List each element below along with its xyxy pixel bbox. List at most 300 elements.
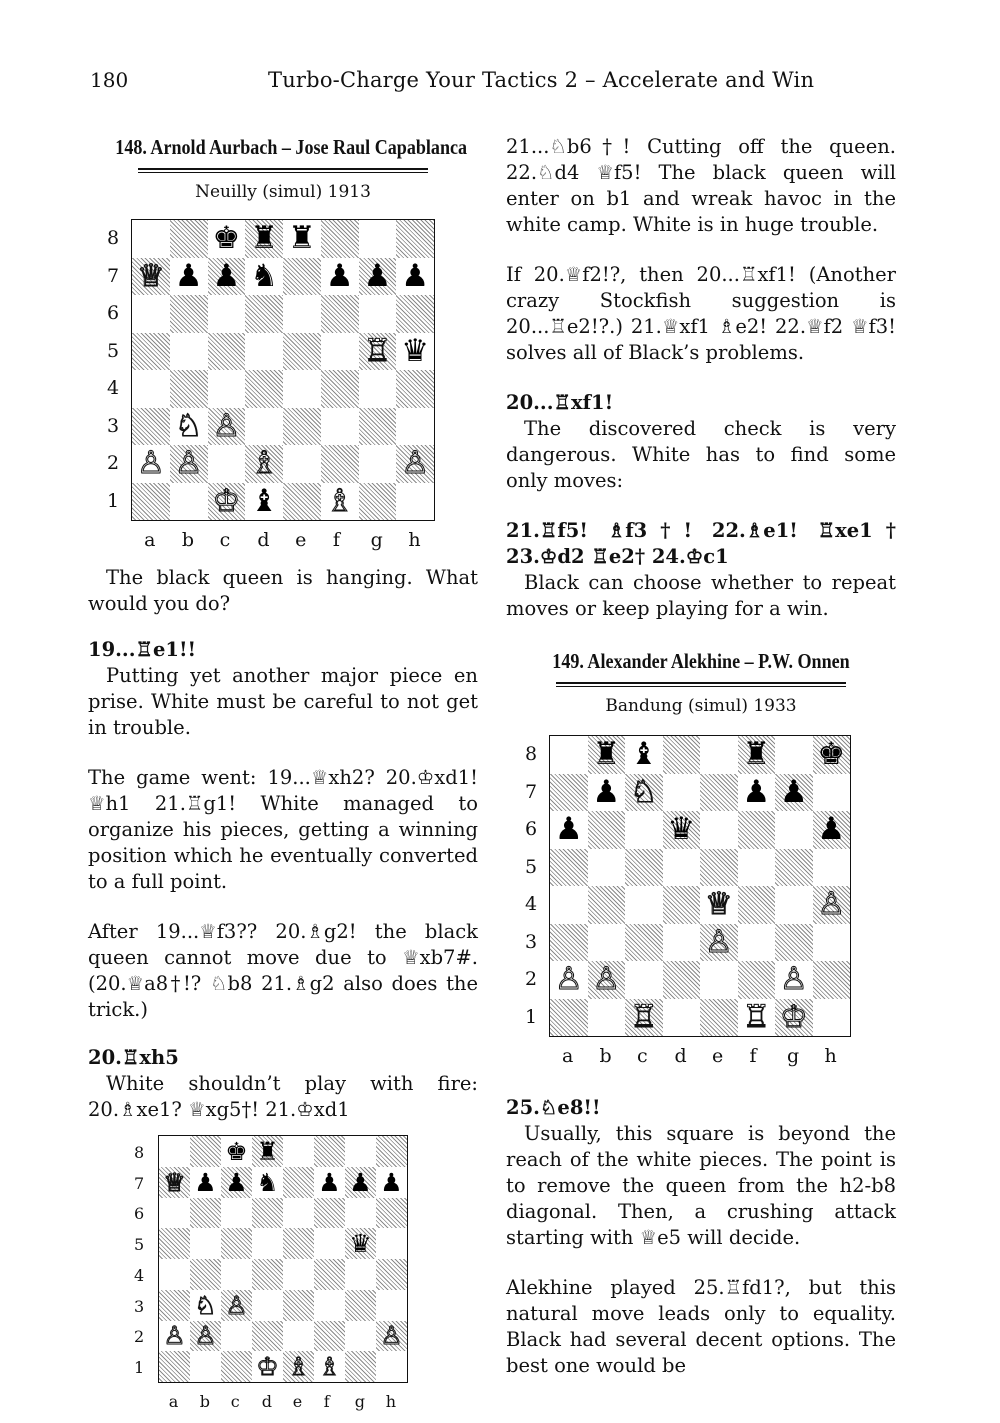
rank-label: 7	[107, 264, 120, 287]
board-square	[283, 483, 321, 521]
board-square	[170, 295, 208, 333]
chess-piece: ♜	[742, 736, 771, 773]
board-square	[359, 483, 397, 521]
board-square	[159, 1321, 190, 1352]
board-square	[588, 849, 626, 887]
chess-piece: ♙	[174, 445, 203, 482]
board-square	[190, 1167, 221, 1198]
rank-label: 8	[525, 743, 538, 766]
board-square	[550, 924, 588, 962]
board-square	[252, 1167, 283, 1198]
chess-piece: ♕	[163, 1167, 186, 1197]
board-square	[132, 483, 170, 521]
chess-piece: ♝	[250, 482, 279, 519]
chess-piece: ♜	[287, 220, 316, 257]
board-square	[813, 774, 851, 812]
board-square	[159, 1290, 190, 1321]
board-square	[321, 220, 359, 258]
chess-piece: ♝	[629, 736, 658, 773]
rank-label: 4	[525, 893, 538, 916]
chess-piece: ♙	[225, 1290, 248, 1320]
chess-piece: ♙	[779, 961, 808, 998]
board-square	[813, 924, 851, 962]
board-square	[345, 1167, 376, 1198]
board-square	[775, 774, 813, 812]
page-header	[0, 68, 1000, 98]
board-square	[321, 408, 359, 446]
board-square	[190, 1321, 221, 1352]
board-square	[159, 1198, 190, 1229]
board-square	[813, 849, 851, 887]
board-square	[625, 961, 663, 999]
move-heading: 19...♖e1!!	[88, 638, 197, 661]
board-square	[132, 295, 170, 333]
board-square	[221, 1136, 252, 1167]
file-label: f	[749, 1045, 757, 1067]
board-square	[190, 1136, 221, 1167]
board-square	[245, 483, 283, 521]
chess-piece: ♗	[325, 482, 354, 519]
chess-piece: ♔	[779, 998, 808, 1035]
board-square	[208, 445, 246, 483]
file-label: e	[295, 529, 307, 551]
board-square	[588, 736, 626, 774]
board-square	[700, 774, 738, 812]
board-square	[700, 811, 738, 849]
board-square	[132, 333, 170, 371]
file-label: b	[599, 1045, 612, 1067]
move-heading: 21.♖f5! ♗f3†! 22.♗e1! ♖xe1† 23.♔d2 ♖e2† 24.♔c1	[506, 519, 896, 568]
board-square	[132, 220, 170, 258]
board-square	[738, 849, 776, 887]
chess-piece: ♟	[174, 257, 203, 294]
board-square	[775, 961, 813, 999]
board-square	[245, 370, 283, 408]
board-square	[663, 774, 701, 812]
diagram-3	[506, 719, 896, 1095]
rank-label: 8	[134, 1142, 145, 1162]
question-text: The black queen is hanging. What would you do?	[88, 566, 478, 615]
board-square	[132, 445, 170, 483]
board-square	[252, 1321, 283, 1352]
board-square	[550, 774, 588, 812]
chess-piece: ♟	[325, 257, 354, 294]
file-label: d	[674, 1045, 687, 1067]
paragraph: After 19...♕f3?? 20.♗g2! the black queen cannot move due to ♕xb7#. (20.♕a8†!? ♘b8 21.♗g2 also does the trick.)	[88, 920, 478, 1021]
chess-piece: ♟	[380, 1167, 403, 1197]
board-square	[396, 483, 434, 521]
board-square	[190, 1351, 221, 1382]
board-square	[170, 220, 208, 258]
board-square	[245, 408, 283, 446]
rank-label: 8	[107, 227, 120, 250]
board-square	[588, 811, 626, 849]
chess-piece: ♟	[318, 1167, 341, 1197]
rank-label: 4	[134, 1265, 145, 1285]
chess-piece: ♖	[363, 332, 392, 369]
chess-piece: ♗	[287, 1352, 310, 1382]
board-square	[208, 483, 246, 521]
paragraph: White shouldn’t play with fire: 20.♗xe1? ♕xg5†! 21.♔xd1	[88, 1072, 478, 1121]
chess-piece: ♘	[174, 407, 203, 444]
board-square	[159, 1136, 190, 1167]
right-column	[506, 134, 896, 1379]
board-square	[170, 333, 208, 371]
board-square	[283, 1259, 314, 1290]
board-square	[283, 1167, 314, 1198]
rank-label: 1	[107, 489, 120, 512]
board-square	[625, 886, 663, 924]
rank-label: 4	[107, 377, 120, 400]
board-square	[550, 961, 588, 999]
chess-piece: ♙	[380, 1321, 403, 1351]
file-label: b	[181, 529, 195, 551]
chess-piece: ♜	[250, 220, 279, 257]
event-line-148: Neuilly (simul) 1913	[195, 182, 371, 202]
chess-piece: ♘	[194, 1290, 217, 1320]
chess-piece: ♜	[256, 1136, 279, 1166]
move-heading: 20...♖xf1!	[506, 391, 614, 414]
chess-piece: ♟	[742, 773, 771, 810]
paragraph: The discovered check is very dangerous. White has to find some only moves:	[506, 417, 896, 492]
board-square	[359, 370, 397, 408]
file-label: d	[261, 1392, 272, 1411]
board-square	[775, 736, 813, 774]
board-square	[190, 1228, 221, 1259]
board-square	[132, 370, 170, 408]
chess-piece: ♟	[592, 773, 621, 810]
chess-piece: ♟	[554, 811, 583, 848]
board-square	[625, 924, 663, 962]
board-square	[775, 999, 813, 1037]
board-square	[252, 1198, 283, 1229]
board-square	[245, 220, 283, 258]
board-square	[159, 1167, 190, 1198]
chess-piece: ♙	[592, 961, 621, 998]
board-square	[738, 924, 776, 962]
board-square	[550, 849, 588, 887]
board-square	[170, 370, 208, 408]
board-square	[283, 445, 321, 483]
running-title: Turbo-Charge Your Tactics 2 – Accelerate and Win	[268, 68, 815, 92]
chess-piece: ♛	[349, 1229, 372, 1259]
board-square	[396, 220, 434, 258]
chess-piece: ♔	[256, 1352, 279, 1382]
file-label: e	[292, 1392, 303, 1411]
board-square	[321, 483, 359, 521]
board-square	[283, 220, 321, 258]
board-square	[132, 408, 170, 446]
board-square	[738, 961, 776, 999]
diagram-2	[88, 1123, 478, 1423]
board-square	[252, 1259, 283, 1290]
chess-piece: ♛	[667, 811, 696, 848]
board-square	[283, 1198, 314, 1229]
board-square	[588, 924, 626, 962]
game-title-149: 149. Alexander Alekhine – P.W. Onnen	[552, 649, 850, 673]
rank-label: 1	[134, 1358, 145, 1378]
chess-piece: ♜	[592, 736, 621, 773]
board-square	[283, 258, 321, 296]
board-square	[625, 849, 663, 887]
file-label: h	[408, 529, 421, 551]
board-square	[221, 1290, 252, 1321]
board-square	[396, 258, 434, 296]
chess-board	[131, 219, 435, 521]
board-square	[588, 774, 626, 812]
board-square	[550, 999, 588, 1037]
board-square	[345, 1351, 376, 1382]
file-label: a	[144, 529, 156, 551]
chess-piece: ♙	[554, 961, 583, 998]
board-square	[170, 408, 208, 446]
rank-label: 2	[525, 968, 538, 991]
board-square	[283, 370, 321, 408]
file-label: c	[219, 529, 231, 551]
board-square	[283, 1136, 314, 1167]
board-square	[221, 1321, 252, 1352]
chess-piece: ♖	[742, 998, 771, 1035]
rank-label: 5	[107, 339, 120, 362]
board-square	[314, 1259, 345, 1290]
rank-label: 5	[134, 1235, 145, 1255]
board-square	[625, 999, 663, 1037]
board-square	[345, 1259, 376, 1290]
board-square	[245, 445, 283, 483]
game-title-148: 148. Arnold Aurbach – Jose Raul Capablanca	[115, 135, 468, 159]
chess-piece: ♔	[212, 482, 241, 519]
board-square	[159, 1351, 190, 1382]
file-label: e	[712, 1045, 724, 1067]
board-square	[396, 295, 434, 333]
board-square	[314, 1167, 345, 1198]
paragraph: If 20.♕f2!?, then 20...♖xf1! (Another crazy Stockfish suggestion is 20...♖e2!?.) 21.♕xf1 ♗e2! 22.♕f2 ♕f3! solves all of Black’s problems.	[506, 263, 896, 364]
chess-piece: ♘	[629, 773, 658, 810]
board-square	[813, 886, 851, 924]
left-column	[88, 134, 478, 1423]
board-square	[376, 1198, 407, 1229]
board-square	[663, 961, 701, 999]
paragraph: Putting yet another major piece en prise. White must be careful to not get in trouble.	[88, 664, 478, 739]
board-square	[190, 1198, 221, 1229]
board-square	[700, 736, 738, 774]
board-square	[550, 736, 588, 774]
board-square	[314, 1351, 345, 1382]
board-square	[376, 1290, 407, 1321]
chess-piece: ♟	[194, 1167, 217, 1197]
board-square	[359, 333, 397, 371]
board-square	[663, 924, 701, 962]
board-square	[550, 811, 588, 849]
board-square	[396, 333, 434, 371]
board-square	[208, 370, 246, 408]
board-square	[170, 445, 208, 483]
board-square	[359, 295, 397, 333]
board-square	[775, 886, 813, 924]
board-square	[396, 370, 434, 408]
board-square	[700, 999, 738, 1037]
board-square	[738, 999, 776, 1037]
board-square	[663, 736, 701, 774]
board-square	[376, 1228, 407, 1259]
file-label: g	[354, 1392, 365, 1411]
chess-piece: ♟	[225, 1167, 248, 1197]
board-square	[321, 445, 359, 483]
board-square	[132, 258, 170, 296]
chess-piece: ♙	[194, 1321, 217, 1351]
board-square	[321, 333, 359, 371]
board-square	[700, 886, 738, 924]
board-square	[321, 258, 359, 296]
board-square	[221, 1167, 252, 1198]
file-label: h	[385, 1392, 396, 1411]
board-square	[625, 811, 663, 849]
board-square	[813, 999, 851, 1037]
chess-piece: ♛	[401, 332, 430, 369]
board-square	[221, 1259, 252, 1290]
board-square	[663, 811, 701, 849]
chess-piece: ♚	[225, 1136, 248, 1166]
board-square	[314, 1290, 345, 1321]
board-square	[321, 370, 359, 408]
board-square	[252, 1136, 283, 1167]
board-square	[221, 1351, 252, 1382]
chess-piece: ♗	[250, 445, 279, 482]
diagram-1	[88, 205, 478, 565]
chess-piece: ♟	[817, 811, 846, 848]
board-square	[396, 408, 434, 446]
board-square	[321, 295, 359, 333]
board-square	[170, 483, 208, 521]
board-square	[345, 1290, 376, 1321]
chess-piece: ♙	[212, 407, 241, 444]
board-square	[588, 886, 626, 924]
board-square	[550, 886, 588, 924]
board-square	[283, 333, 321, 371]
board-square	[252, 1228, 283, 1259]
board-square	[314, 1321, 345, 1352]
board-square	[376, 1351, 407, 1382]
rank-label: 6	[134, 1204, 145, 1224]
rank-label: 3	[107, 414, 120, 437]
board-square	[376, 1136, 407, 1167]
chess-piece: ♕	[136, 257, 165, 294]
board-square	[245, 258, 283, 296]
board-square	[359, 445, 397, 483]
board-square	[738, 811, 776, 849]
rank-label: 6	[107, 302, 120, 325]
rank-label: 2	[134, 1327, 145, 1347]
board-square	[588, 999, 626, 1037]
board-square	[221, 1198, 252, 1229]
title-rule	[138, 168, 428, 173]
chess-piece: ♟	[401, 257, 430, 294]
rank-label: 3	[134, 1296, 145, 1316]
file-label: c	[230, 1392, 240, 1411]
file-label: g	[787, 1045, 800, 1067]
board-square	[221, 1228, 252, 1259]
chess-piece: ♚	[212, 220, 241, 257]
chess-piece: ♟	[779, 773, 808, 810]
board-square	[208, 220, 246, 258]
chess-piece: ♖	[629, 998, 658, 1035]
board-square	[252, 1290, 283, 1321]
paragraph: Alekhine played 25.♖fd1?, but this natural move leads only to equality. Black had several decent options. The best one would be	[506, 1276, 896, 1377]
board-square	[208, 333, 246, 371]
board-square	[775, 849, 813, 887]
board-square	[813, 811, 851, 849]
board-square	[663, 886, 701, 924]
board-square	[588, 961, 626, 999]
chess-piece: ♞	[250, 257, 279, 294]
board-square	[283, 1321, 314, 1352]
rank-label: 2	[107, 452, 120, 475]
chess-piece: ♟	[349, 1167, 372, 1197]
chess-piece: ♙	[401, 445, 430, 482]
file-label: c	[637, 1045, 648, 1067]
board-square	[376, 1321, 407, 1352]
board-square	[396, 445, 434, 483]
board-square	[738, 886, 776, 924]
file-label: h	[824, 1045, 837, 1067]
chess-board	[549, 735, 851, 1037]
rank-label: 7	[134, 1173, 145, 1193]
board-square	[283, 1228, 314, 1259]
board-square	[700, 849, 738, 887]
file-label: f	[323, 1392, 330, 1411]
move-heading: 25.♘e8!!	[506, 1096, 601, 1119]
board-square	[245, 333, 283, 371]
board-square	[283, 408, 321, 446]
board-square	[314, 1228, 345, 1259]
board-square	[813, 961, 851, 999]
chess-piece: ♙	[163, 1321, 186, 1351]
board-square	[190, 1290, 221, 1321]
file-label: g	[370, 529, 383, 551]
board-square	[376, 1259, 407, 1290]
board-square	[345, 1228, 376, 1259]
board-square	[159, 1228, 190, 1259]
board-square	[345, 1136, 376, 1167]
board-square	[283, 1290, 314, 1321]
board-square	[159, 1259, 190, 1290]
board-square	[625, 736, 663, 774]
board-square	[190, 1259, 221, 1290]
board-square	[738, 736, 776, 774]
board-square	[283, 1351, 314, 1382]
chess-piece: ♚	[817, 736, 846, 773]
file-label: a	[562, 1045, 574, 1067]
chess-piece: ♙	[704, 923, 733, 960]
board-square	[345, 1321, 376, 1352]
board-square	[252, 1351, 283, 1382]
chess-piece: ♞	[256, 1167, 279, 1197]
board-square	[625, 774, 663, 812]
paragraph: The game went: 19...♕xh2? 20.♔xd1! ♕h1 21.♖g1! White managed to organize his pieces, getting a winning position which he eventually converted to a full point.	[88, 766, 478, 893]
chess-board	[158, 1135, 408, 1383]
board-square	[700, 961, 738, 999]
title-rule	[556, 682, 846, 687]
paragraph: 21...♘b6†! Cutting off the queen. 22.♘d4 ♕f5! The black queen will enter on b1 and wreak havoc in the white camp. White is in huge trouble.	[506, 135, 896, 236]
chess-piece: ♟	[363, 257, 392, 294]
move-heading: 20.♖xh5	[88, 1046, 179, 1069]
board-square	[700, 924, 738, 962]
board-square	[376, 1167, 407, 1198]
board-square	[208, 408, 246, 446]
paragraph: Black can choose whether to repeat moves or keep playing for a win.	[506, 571, 896, 620]
board-square	[775, 924, 813, 962]
board-square	[208, 295, 246, 333]
